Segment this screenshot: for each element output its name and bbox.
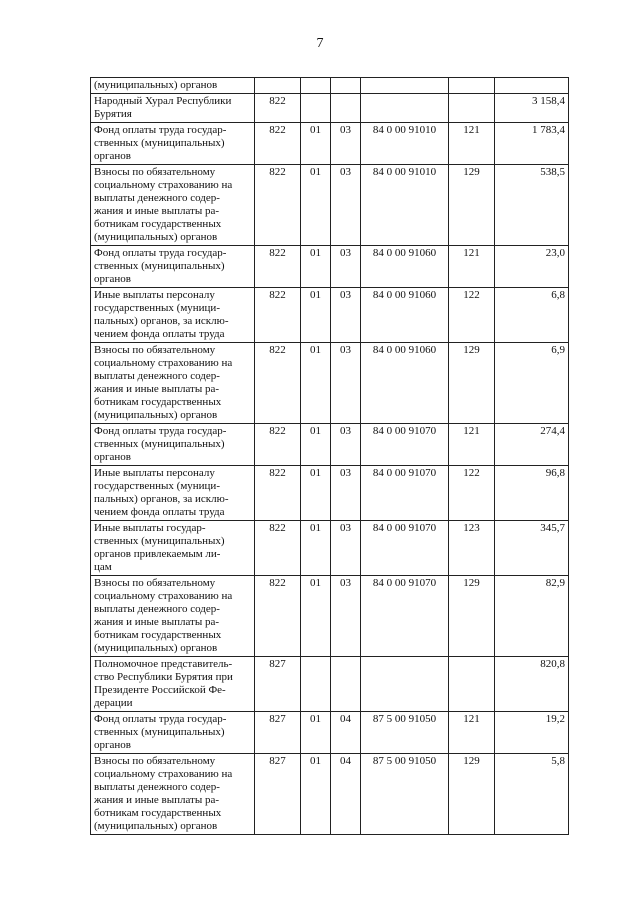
item-name-line: социальному страхованию на [94, 179, 233, 191]
item-name-line: ственных (муниципальных) [94, 726, 225, 738]
table-row [91, 78, 569, 94]
target-article-cell: 84 0 00 91060 [361, 343, 449, 424]
admin-code-cell: 822 [255, 576, 301, 657]
amount-cell: 5,8 [495, 754, 569, 835]
item-name-line: выплаты денежного содер- [94, 603, 220, 615]
item-name-line: Фонд оплаты труда государ- [94, 713, 227, 725]
item-name-line: Иные выплаты персоналу [94, 467, 215, 479]
expense-type-cell: 121 [449, 712, 495, 754]
budget-table [90, 77, 569, 835]
table-row [91, 94, 569, 123]
item-name-line: жания и иные выплаты ра- [94, 616, 220, 628]
item-name-line: ственных (муниципальных) [94, 535, 225, 547]
subsection-cell [331, 657, 361, 712]
section-cell: 01 [301, 712, 331, 754]
item-name-line: социальному страхованию на [94, 768, 233, 780]
amount-cell: 538,5 [495, 165, 569, 246]
subsection-cell: 04 [331, 712, 361, 754]
item-name-line: ботникам государственных [94, 218, 222, 230]
admin-code-cell: 822 [255, 94, 301, 123]
expense-type-cell: 129 [449, 343, 495, 424]
section-cell [301, 78, 331, 94]
subsection-cell: 03 [331, 466, 361, 521]
item-name-cell [91, 165, 255, 246]
item-name-line: ботникам государственных [94, 807, 222, 819]
target-article-cell: 84 0 00 91060 [361, 246, 449, 288]
expense-type-cell: 121 [449, 424, 495, 466]
expense-type-cell [449, 657, 495, 712]
item-name-line: Фонд оплаты труда государ- [94, 124, 227, 136]
section-cell: 01 [301, 466, 331, 521]
item-name-line: Взносы по обязательному [94, 166, 216, 178]
table-row [91, 712, 569, 754]
target-article-cell [361, 94, 449, 123]
admin-code-cell: 822 [255, 246, 301, 288]
subsection-cell [331, 78, 361, 94]
item-name-line: ственных (муниципальных) [94, 438, 225, 450]
item-name-cell [91, 94, 255, 123]
item-name-line: жания и иные выплаты ра- [94, 205, 220, 217]
table-body [91, 78, 569, 835]
target-article-cell: 84 0 00 91070 [361, 521, 449, 576]
amount-cell: 1 783,4 [495, 123, 569, 165]
subsection-cell: 03 [331, 576, 361, 657]
admin-code-cell: 822 [255, 288, 301, 343]
page-number: 7 [316, 36, 324, 51]
admin-code-cell: 822 [255, 343, 301, 424]
item-name-line: ственных (муниципальных) [94, 137, 225, 149]
expense-type-cell: 129 [449, 754, 495, 835]
target-article-cell: 84 0 00 91010 [361, 123, 449, 165]
admin-code-cell: 827 [255, 754, 301, 835]
item-name-cell [91, 246, 255, 288]
expense-type-cell [449, 78, 495, 94]
section-cell: 01 [301, 424, 331, 466]
amount-cell: 6,9 [495, 343, 569, 424]
amount-cell: 23,0 [495, 246, 569, 288]
item-name-line: Фонд оплаты труда государ- [94, 247, 227, 259]
section-cell: 01 [301, 123, 331, 165]
amount-cell: 19,2 [495, 712, 569, 754]
expense-type-cell: 122 [449, 288, 495, 343]
item-name-line: выплаты денежного содер- [94, 370, 220, 382]
item-name-line: выплаты денежного содер- [94, 781, 220, 793]
target-article-cell: 84 0 00 91070 [361, 576, 449, 657]
target-article-cell: 84 0 00 91010 [361, 165, 449, 246]
subsection-cell: 03 [331, 343, 361, 424]
item-name-line: пальных) органов, за исклю- [94, 493, 229, 505]
table-row [91, 123, 569, 165]
target-article-cell: 84 0 00 91060 [361, 288, 449, 343]
target-article-cell: 84 0 00 91070 [361, 466, 449, 521]
table-row [91, 343, 569, 424]
target-article-cell [361, 78, 449, 94]
item-name-line: Президенте Российской Фе- [94, 684, 226, 696]
table-row [91, 521, 569, 576]
subsection-cell: 03 [331, 424, 361, 466]
subsection-cell: 03 [331, 165, 361, 246]
target-article-cell [361, 657, 449, 712]
item-name-line: Бурятия [94, 108, 132, 120]
section-cell [301, 657, 331, 712]
item-name-line: пальных) органов, за исклю- [94, 315, 229, 327]
subsection-cell: 03 [331, 288, 361, 343]
admin-code-cell: 827 [255, 657, 301, 712]
item-name-line: Взносы по обязательному [94, 755, 216, 767]
amount-cell: 274,4 [495, 424, 569, 466]
item-name-line: (муниципальных) органов [94, 820, 218, 832]
table-row [91, 657, 569, 712]
subsection-cell: 04 [331, 754, 361, 835]
amount-cell: 96,8 [495, 466, 569, 521]
table-row [91, 466, 569, 521]
item-name-cell [91, 123, 255, 165]
item-name-line: социальному страхованию на [94, 590, 233, 602]
expense-type-cell: 121 [449, 246, 495, 288]
item-name-line: (муниципальных) органов [94, 642, 218, 654]
admin-code-cell: 822 [255, 165, 301, 246]
item-name-cell [91, 424, 255, 466]
item-name-line: Взносы по обязательному [94, 577, 216, 589]
item-name-line: выплаты денежного содер- [94, 192, 220, 204]
table-row [91, 165, 569, 246]
item-name-line: дерации [94, 697, 133, 709]
item-name-line: Иные выплаты персоналу [94, 289, 215, 301]
item-name-line: чением фонда оплаты труда [94, 328, 225, 340]
section-cell: 01 [301, 288, 331, 343]
section-cell: 01 [301, 521, 331, 576]
section-cell: 01 [301, 343, 331, 424]
amount-cell: 82,9 [495, 576, 569, 657]
item-name-line: органов [94, 273, 131, 285]
item-name-line: государственных (муници- [94, 302, 220, 314]
amount-cell: 3 158,4 [495, 94, 569, 123]
item-name-line: жания и иные выплаты ра- [94, 383, 220, 395]
item-name-cell [91, 754, 255, 835]
item-name-line: органов [94, 150, 131, 162]
admin-code-cell: 822 [255, 466, 301, 521]
item-name-line: Полномочное представитель- [94, 658, 233, 670]
item-name-cell [91, 343, 255, 424]
expense-type-cell: 123 [449, 521, 495, 576]
item-name-line: цам [94, 561, 112, 573]
table-row [91, 754, 569, 835]
table-row [91, 424, 569, 466]
item-name-line: органов привлекаемым ли- [94, 548, 221, 560]
section-cell: 01 [301, 246, 331, 288]
section-cell: 01 [301, 576, 331, 657]
target-article-cell: 87 5 00 91050 [361, 754, 449, 835]
item-name-cell [91, 576, 255, 657]
item-name-cell [91, 712, 255, 754]
item-name-line: ботникам государственных [94, 629, 222, 641]
expense-type-cell: 122 [449, 466, 495, 521]
table-row [91, 288, 569, 343]
item-name-line: органов [94, 451, 131, 463]
item-name-line: (муниципальных) органов [94, 231, 218, 243]
target-article-cell: 87 5 00 91050 [361, 712, 449, 754]
admin-code-cell: 827 [255, 712, 301, 754]
expense-type-cell: 129 [449, 165, 495, 246]
item-name-line: (муниципальных) органов [94, 79, 218, 91]
item-name-line: Народный Хурал Республики [94, 95, 232, 107]
expense-type-cell: 129 [449, 576, 495, 657]
subsection-cell: 03 [331, 521, 361, 576]
item-name-line: Фонд оплаты труда государ- [94, 425, 227, 437]
item-name-line: жания и иные выплаты ра- [94, 794, 220, 806]
item-name-cell [91, 288, 255, 343]
target-article-cell: 84 0 00 91070 [361, 424, 449, 466]
item-name-line: (муниципальных) органов [94, 409, 218, 421]
item-name-line: Взносы по обязательному [94, 344, 216, 356]
item-name-line: ство Республики Бурятия при [94, 671, 233, 683]
item-name-line: ботникам государственных [94, 396, 222, 408]
table-row [91, 576, 569, 657]
amount-cell: 6,8 [495, 288, 569, 343]
item-name-line: органов [94, 739, 131, 751]
expense-type-cell [449, 94, 495, 123]
item-name-cell [91, 466, 255, 521]
expense-type-cell: 121 [449, 123, 495, 165]
item-name-line: чением фонда оплаты труда [94, 506, 225, 518]
item-name-cell [91, 521, 255, 576]
item-name-line: социальному страхованию на [94, 357, 233, 369]
section-cell: 01 [301, 754, 331, 835]
admin-code-cell: 822 [255, 521, 301, 576]
section-cell [301, 94, 331, 123]
item-name-cell [91, 657, 255, 712]
subsection-cell: 03 [331, 246, 361, 288]
admin-code-cell: 822 [255, 424, 301, 466]
admin-code-cell [255, 78, 301, 94]
section-cell: 01 [301, 165, 331, 246]
item-name-cell [91, 78, 255, 94]
subsection-cell [331, 94, 361, 123]
subsection-cell: 03 [331, 123, 361, 165]
amount-cell: 345,7 [495, 521, 569, 576]
item-name-line: государственных (муници- [94, 480, 220, 492]
amount-cell: 820,8 [495, 657, 569, 712]
item-name-line: Иные выплаты государ- [94, 522, 206, 534]
table-row [91, 246, 569, 288]
item-name-line: ственных (муниципальных) [94, 260, 225, 272]
admin-code-cell: 822 [255, 123, 301, 165]
amount-cell [495, 78, 569, 94]
